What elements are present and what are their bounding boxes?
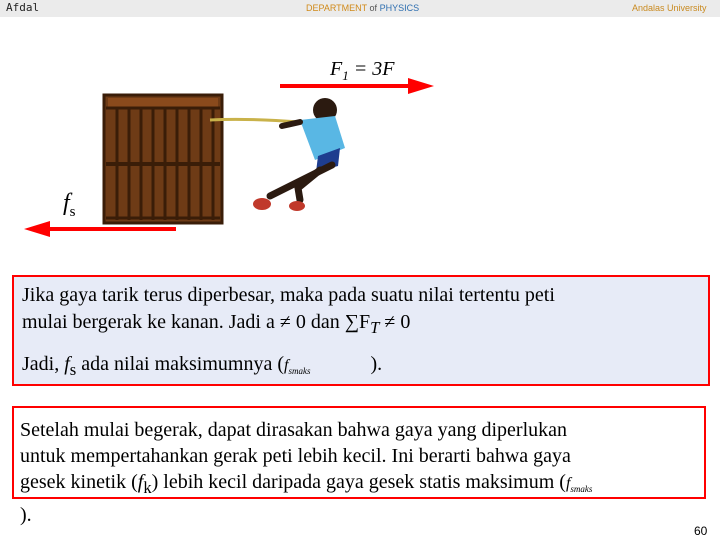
university-label: Andalas University xyxy=(632,3,707,13)
friction-force-label: $f_s$ xyxy=(63,190,76,220)
note1-line3: Jadi, $f_s$ ada nilai maksimumnya ($f_{smaks}$ ). xyxy=(22,353,383,379)
note2-line1: Setelah mulai begerak, dapat dirasakan bahwa gaya yang diperlukan xyxy=(20,419,568,441)
note2-line3: gesek kinetik $(f_k)$ lebih kecil daripada gaya gesek statis maksimum ($f_{smaks}$ xyxy=(20,471,593,497)
note1-line2: mulai bergerak ke kanan. Jadi a ≠ 0 dan $\sum F_T \ne 0$ xyxy=(22,311,411,337)
fs-max-symbol-2: $f_{smaks}$ xyxy=(565,475,593,495)
of-word: of xyxy=(369,3,378,13)
pull-force-label: $F_1 = 3F$ xyxy=(330,58,395,83)
page-number: 60 xyxy=(694,524,708,538)
person-pulling xyxy=(253,98,345,211)
fs-max-symbol: $f_{smaks}$ xyxy=(284,357,311,377)
physics-word: PHYSICS xyxy=(379,3,420,13)
static-friction-note xyxy=(12,275,710,386)
note1-line1: Jika gaya tarik terus diperbesar, maka pada suatu nilai tertentu peti xyxy=(22,284,555,306)
author-label: Afdal xyxy=(6,1,40,14)
department-word: DEPARTMENT xyxy=(306,3,368,13)
wooden-crate xyxy=(104,95,222,223)
note2-line2: untuk mempertahankan gerak peti lebih kecil. Ini berarti bahwa gaya xyxy=(20,445,571,467)
note2-line4: ). xyxy=(20,504,32,527)
kinetic-friction-note xyxy=(12,406,706,527)
